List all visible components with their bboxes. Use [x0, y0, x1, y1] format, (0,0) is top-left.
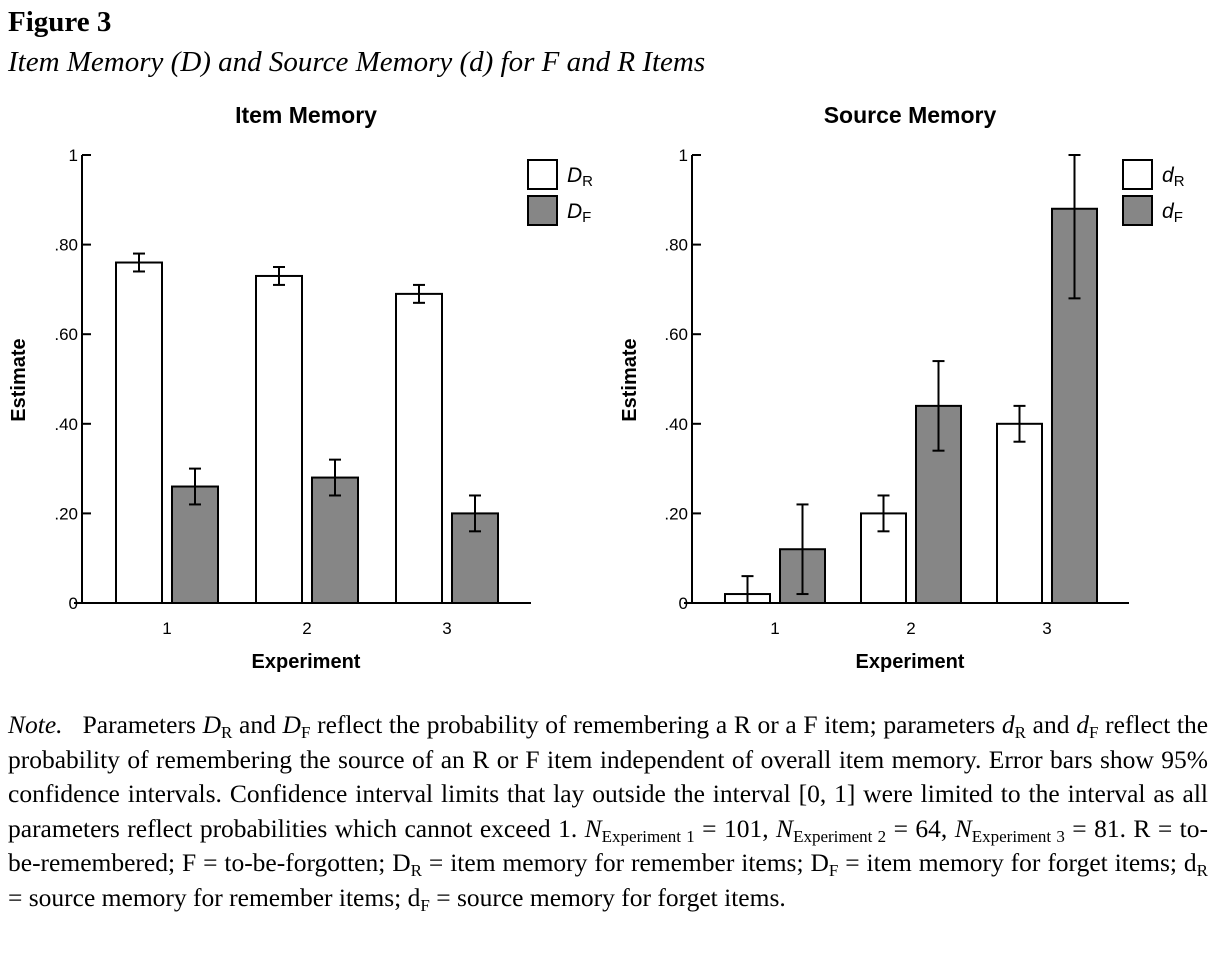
param-D: D — [202, 710, 221, 739]
legend-label — [1162, 200, 1183, 226]
note-text: reflect the probability of remembering a R or a F item; parameters — [310, 710, 1002, 739]
note-text: = 64, — [886, 813, 955, 843]
legend-label — [567, 164, 593, 190]
chart-title: Item Memory — [235, 102, 377, 128]
legend-label — [1162, 164, 1185, 190]
y-tick-label: 0 — [678, 594, 688, 613]
sub: F — [1088, 723, 1099, 742]
sub: F — [420, 895, 430, 915]
note-text: = source memory for remember items; d — [8, 882, 421, 912]
x-tick-label: 3 — [1042, 619, 1052, 638]
y-tick-label: .80 — [54, 235, 78, 255]
param-d: d — [1001, 710, 1015, 739]
y-axis-label: Estimate — [619, 338, 641, 422]
legend-subscript: R — [582, 173, 594, 190]
legend-subscript: R — [1173, 173, 1185, 190]
sub: Experiment 1 — [601, 826, 695, 846]
x-axis-label: Experiment — [251, 651, 361, 673]
y-tick-label: .20 — [54, 504, 78, 524]
note-text: Parameters — [82, 710, 203, 739]
legend-symbol: D — [567, 200, 583, 223]
sub: R — [1014, 723, 1026, 742]
bar-DR-exp2 — [256, 276, 302, 603]
legend-swatch — [1123, 196, 1152, 225]
y-tick-label: .40 — [664, 414, 688, 434]
y-tick-label: .80 — [664, 235, 688, 255]
note-text: reflect the probability of remembering the source of an R or F item independent of overall item memory. Error bars show 95% confidence intervals. Confidence interval limits that lay outside the interval [0, 1] were limited to the interval as all parameters reflect probabilities which cannot exceed 1. — [8, 710, 1209, 843]
legend-symbol: d — [1162, 200, 1174, 223]
y-axis-label: Estimate — [8, 338, 30, 422]
y-tick-label: 0 — [68, 594, 78, 613]
chart-title: Source Memory — [823, 102, 997, 128]
figure-title: Item Memory (D) and Source Memory (d) for F and R Items — [8, 46, 706, 78]
bar-DR-exp3 — [396, 294, 442, 603]
param-N: N — [954, 813, 972, 843]
legend-swatch — [528, 160, 557, 189]
legend-label — [567, 200, 591, 226]
sub: Experiment 3 — [971, 826, 1065, 846]
sub: R — [1196, 861, 1208, 880]
param-D: D — [282, 710, 301, 739]
sub: Experiment 2 — [793, 826, 887, 846]
figure-charts — [0, 90, 1216, 690]
y-tick-label: 1 — [68, 146, 78, 165]
x-tick-label: 3 — [442, 619, 452, 638]
y-tick-label: .60 — [664, 325, 688, 345]
note-text: = item memory for remember items; D — [422, 848, 829, 877]
chart-source-memory — [619, 102, 1185, 673]
y-tick-label: .40 — [54, 414, 78, 434]
sub: R — [220, 723, 233, 742]
sub: R — [410, 861, 423, 880]
note-text: = 81. R = to-be-remembered; F = to-be-forgotten; D — [8, 813, 1208, 877]
sub: F — [828, 861, 839, 880]
legend-symbol: d — [1162, 164, 1174, 187]
y-tick-label: 1 — [678, 146, 688, 165]
chart-item-memory — [8, 102, 593, 673]
x-tick-label: 1 — [770, 619, 780, 638]
bar-dR-exp3 — [997, 424, 1042, 603]
legend-subscript: F — [1173, 209, 1183, 226]
note-lead: Note. — [8, 710, 63, 739]
sub: F — [300, 723, 311, 742]
legend-swatch — [528, 196, 557, 225]
figure-label: Figure 3 — [8, 6, 112, 38]
legend-symbol: D — [567, 164, 583, 187]
param-N: N — [776, 813, 794, 843]
x-tick-label: 2 — [906, 619, 916, 638]
note-text: and — [1026, 710, 1077, 739]
param-N: N — [584, 813, 602, 843]
bar-DR-exp1 — [116, 263, 162, 603]
x-tick-label: 2 — [302, 619, 312, 638]
figure-note — [8, 708, 1208, 915]
legend-swatch — [1123, 160, 1152, 189]
note-text: and — [232, 710, 283, 739]
y-tick-label: .60 — [54, 325, 78, 345]
note-text: = item memory for forget items; d — [838, 848, 1197, 877]
note-text: = source memory for forget items. — [429, 882, 786, 912]
note-text: = 101, — [694, 813, 777, 843]
legend-subscript: F — [582, 209, 592, 226]
x-tick-label: 1 — [162, 619, 172, 638]
param-d: d — [1076, 710, 1089, 739]
y-tick-label: .20 — [664, 504, 688, 524]
x-axis-label: Experiment — [855, 651, 965, 673]
